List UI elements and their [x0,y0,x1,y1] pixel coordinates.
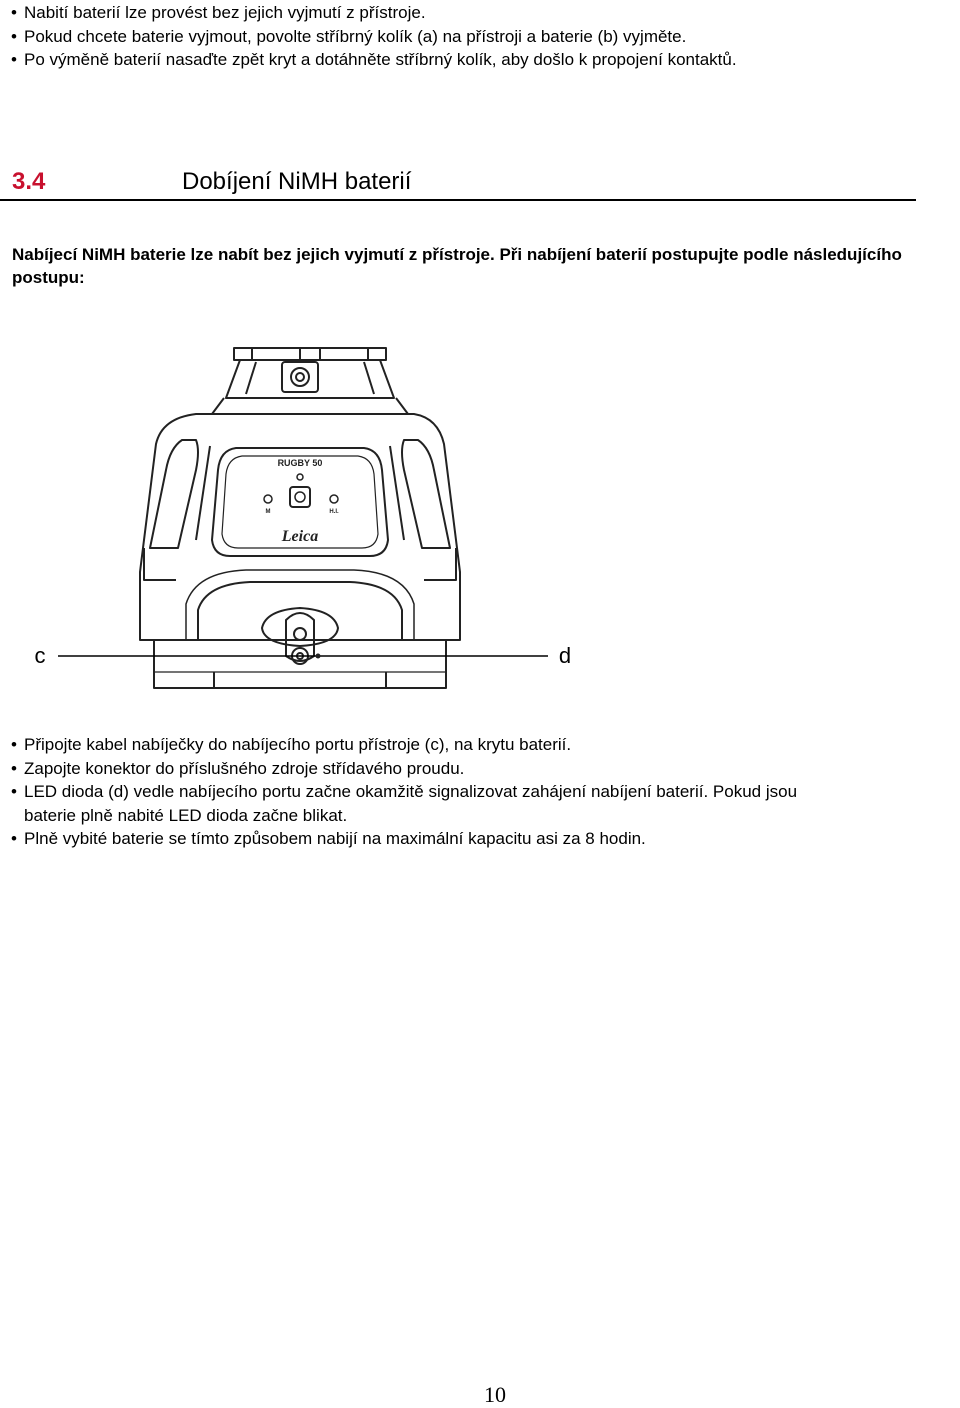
intro-paragraph: Nabíjecí NiMH baterie lze nabít bez jejich vyjmutí z přístroje. Při nabíjení baterií postupujte podle následujícího postupu: [12,245,902,287]
label-c: c [34,643,46,668]
power-button[interactable] [290,487,310,507]
bottom-bullet-list [11,733,797,851]
section-heading [0,165,916,201]
list-item: • Po výměně baterií nasaďte zpět kryt a dotáhněte stříbrný kolík, aby došlo k propojení kontaktů. [11,48,737,72]
rotor-head [212,348,408,414]
instrument-figure [0,330,960,700]
section-title: Dobíjení NiMH baterií [182,168,412,195]
section-number: 3.4 [12,168,46,195]
top-bullet-list [11,1,737,72]
battery-cover [198,582,402,640]
button-label-m: M [265,509,271,515]
list-item: • Zapojte konektor do příslušného zdroje střídavého proudu. [11,757,797,781]
brand-logo: Leica [281,528,319,545]
list-item: baterie plně nabité LED dioda začne blikat. [24,805,348,825]
list-item: • Nabití baterií lze provést bez jejich vyjmutí z přístroje. [11,1,737,25]
list-item: • LED dioda (d) vedle nabíjecího portu začne okamžitě signalizovat zahájení nabíjení baterií. Pokud jsou [11,780,797,804]
list-item: • Plně vybité baterie se tímto způsobem nabijí na maximální kapacitu asi za 8 hodin. [11,827,797,851]
list-item: • Připojte kabel nabíječky do nabíjecího portu přístroje (c), na krytu baterií. [11,733,797,757]
led-indicator [316,654,321,659]
list-item: • Pokud chcete baterie vyjmout, povolte stříbrný kolík (a) na přístroji a baterie (b) vyjměte. [11,25,737,49]
page-number: 10 [484,1382,506,1407]
model-text: RUGBY 50 [277,458,323,468]
button-label-hi: H.I. [329,509,339,515]
label-d: d [558,643,572,668]
instrument-drawing [0,330,960,700]
